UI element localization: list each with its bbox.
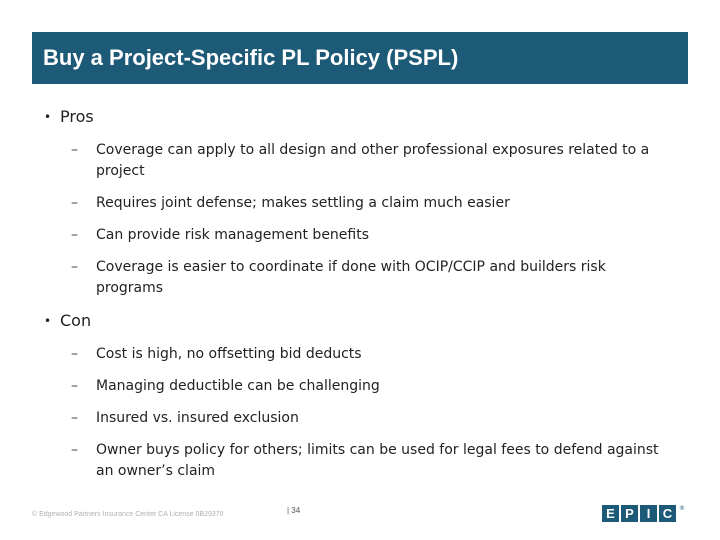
epic-logo — [602, 505, 685, 522]
list-item: – Requires joint defense; makes settling a claim much easier — [44, 193, 664, 214]
title-bar — [32, 32, 688, 84]
dash-icon: – — [71, 410, 78, 426]
pros-list — [44, 140, 664, 299]
dash-icon: – — [71, 259, 78, 275]
logo-letter: C — [659, 505, 676, 522]
list-item: – Can provide risk management benefits — [44, 225, 664, 246]
dash-icon: – — [71, 378, 78, 394]
dash-icon: – — [71, 227, 78, 243]
footer-copyright: © Edgewood Partners Insurance Center CA License 0B29370 — [32, 510, 224, 518]
page-number: | 34 — [287, 506, 301, 515]
list-item: – Coverage is easier to coordinate if done with OCIP/CCIP and builders risk programs — [71, 259, 606, 296]
list-item: – Cost is high, no offsetting bid deducts — [44, 344, 664, 365]
slide-title: Buy a Project-Specific PL Policy (PSPL) — [43, 45, 459, 70]
bullet-icon: • — [44, 314, 52, 328]
list-item: – Insured vs. insured exclusion — [44, 408, 664, 429]
section-con — [44, 310, 664, 332]
slide-content — [44, 106, 664, 482]
dash-icon: – — [71, 442, 78, 458]
con-list — [44, 344, 664, 482]
list-item: – Coverage can apply to all design and other professional exposures related to a project — [71, 142, 650, 179]
section-label: Pros — [60, 107, 94, 126]
list-item: – Owner buys policy for others; limits can be used for legal fees to defend against an owner’s claim — [71, 442, 659, 479]
section-pros — [44, 106, 664, 128]
bullet-icon: • — [44, 110, 52, 124]
list-item: – Managing deductible can be challenging — [44, 376, 664, 397]
dash-icon: – — [71, 142, 78, 158]
logo-letter: I — [640, 505, 657, 522]
logo-letter: P — [621, 505, 638, 522]
dash-icon: – — [71, 195, 78, 211]
logo-letter: E — [602, 505, 619, 522]
section-label: Con — [60, 311, 92, 330]
registered-mark: ® — [679, 505, 685, 512]
dash-icon: – — [71, 346, 78, 362]
